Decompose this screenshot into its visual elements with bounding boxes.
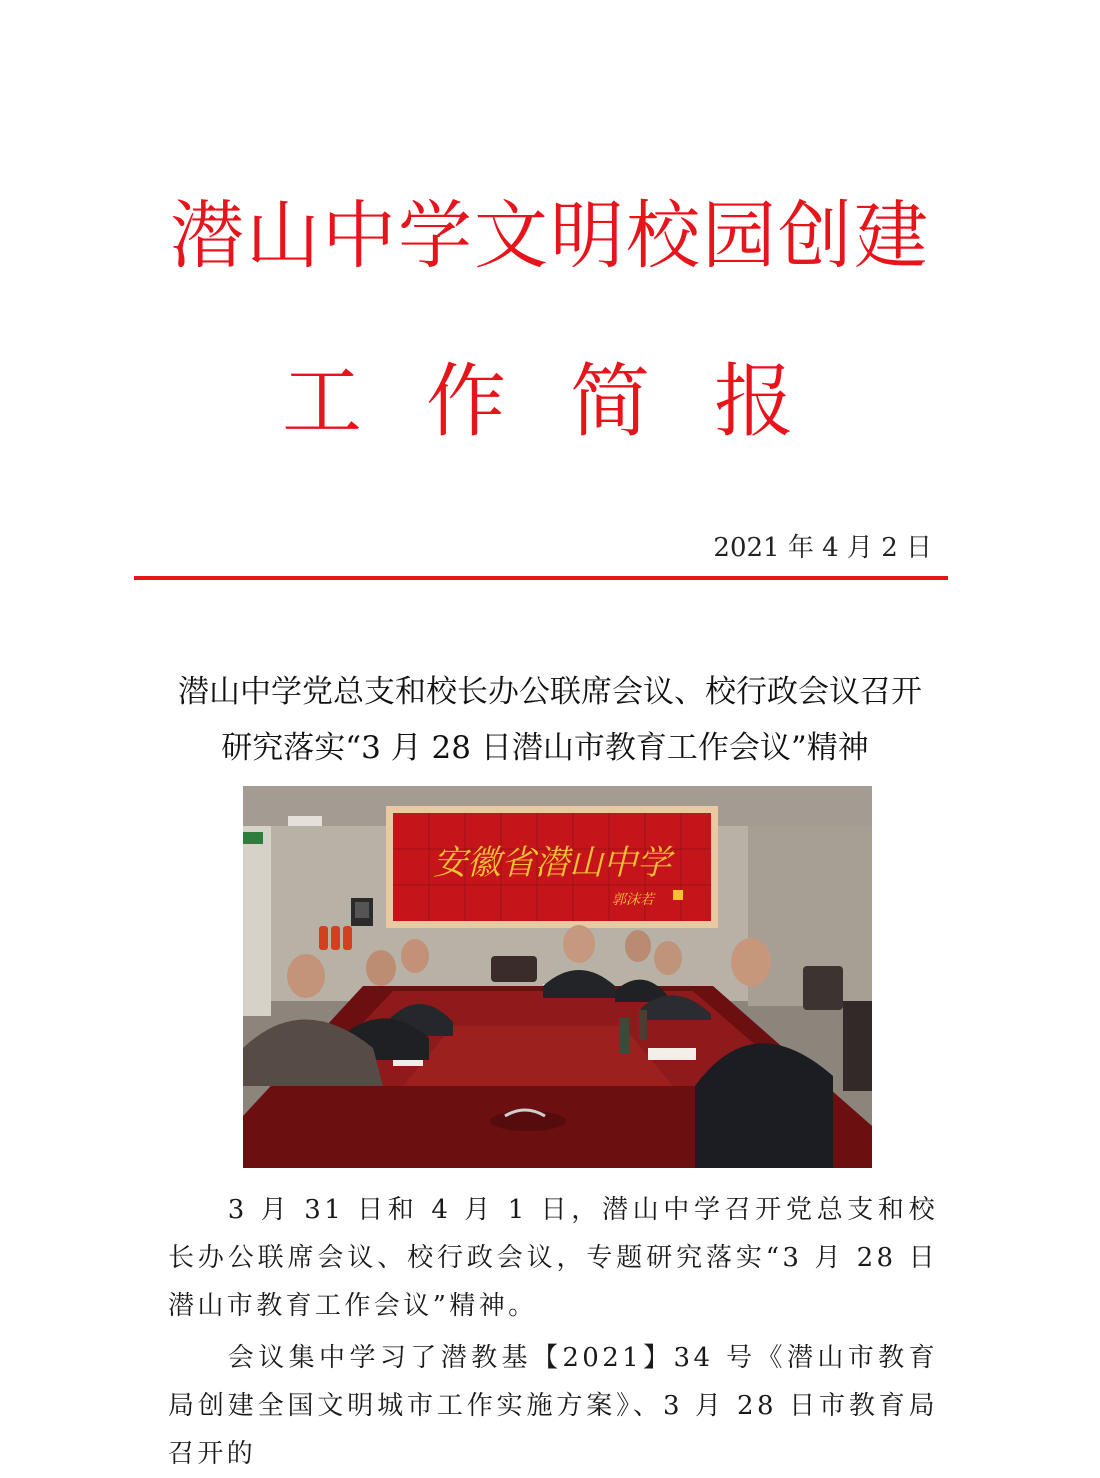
meeting-photo — [243, 786, 872, 1168]
paragraph-1: 3 月 31 日和 4 月 1 日，潜山中学召开党总支和校长办公联席会议、校行政会议，专题研究落实“3 月 28 日潜山市教育工作会议”精神。 — [168, 1195, 938, 1321]
plaque-calligraphy: 安徽省潜山中学 — [433, 843, 671, 883]
red-divider — [134, 576, 948, 580]
plaque-signature: 郭沫若 — [612, 892, 654, 908]
article-title-line2: 研究落实“3 月 28 日潜山市教育工作会议”精神 — [221, 730, 869, 766]
paragraph-2: 会议集中学习了潜教基【2021】34 号《潜山市教育局创建全国文明城市工作实施方案》、3 月 28 日市教育局召开的 — [168, 1343, 938, 1469]
article-title — [0, 664, 1100, 776]
article-title-line1: 潜山中学党总支和校长办公联席会议、校行政会议召开 — [178, 674, 922, 710]
issue-date: 2021 年 4 月 2 日 — [713, 533, 932, 563]
masthead-subtitle: 工作简报 — [282, 355, 858, 448]
masthead-title: 潜山中学文明校园创建 — [170, 193, 930, 279]
article-body — [168, 1186, 938, 1478]
